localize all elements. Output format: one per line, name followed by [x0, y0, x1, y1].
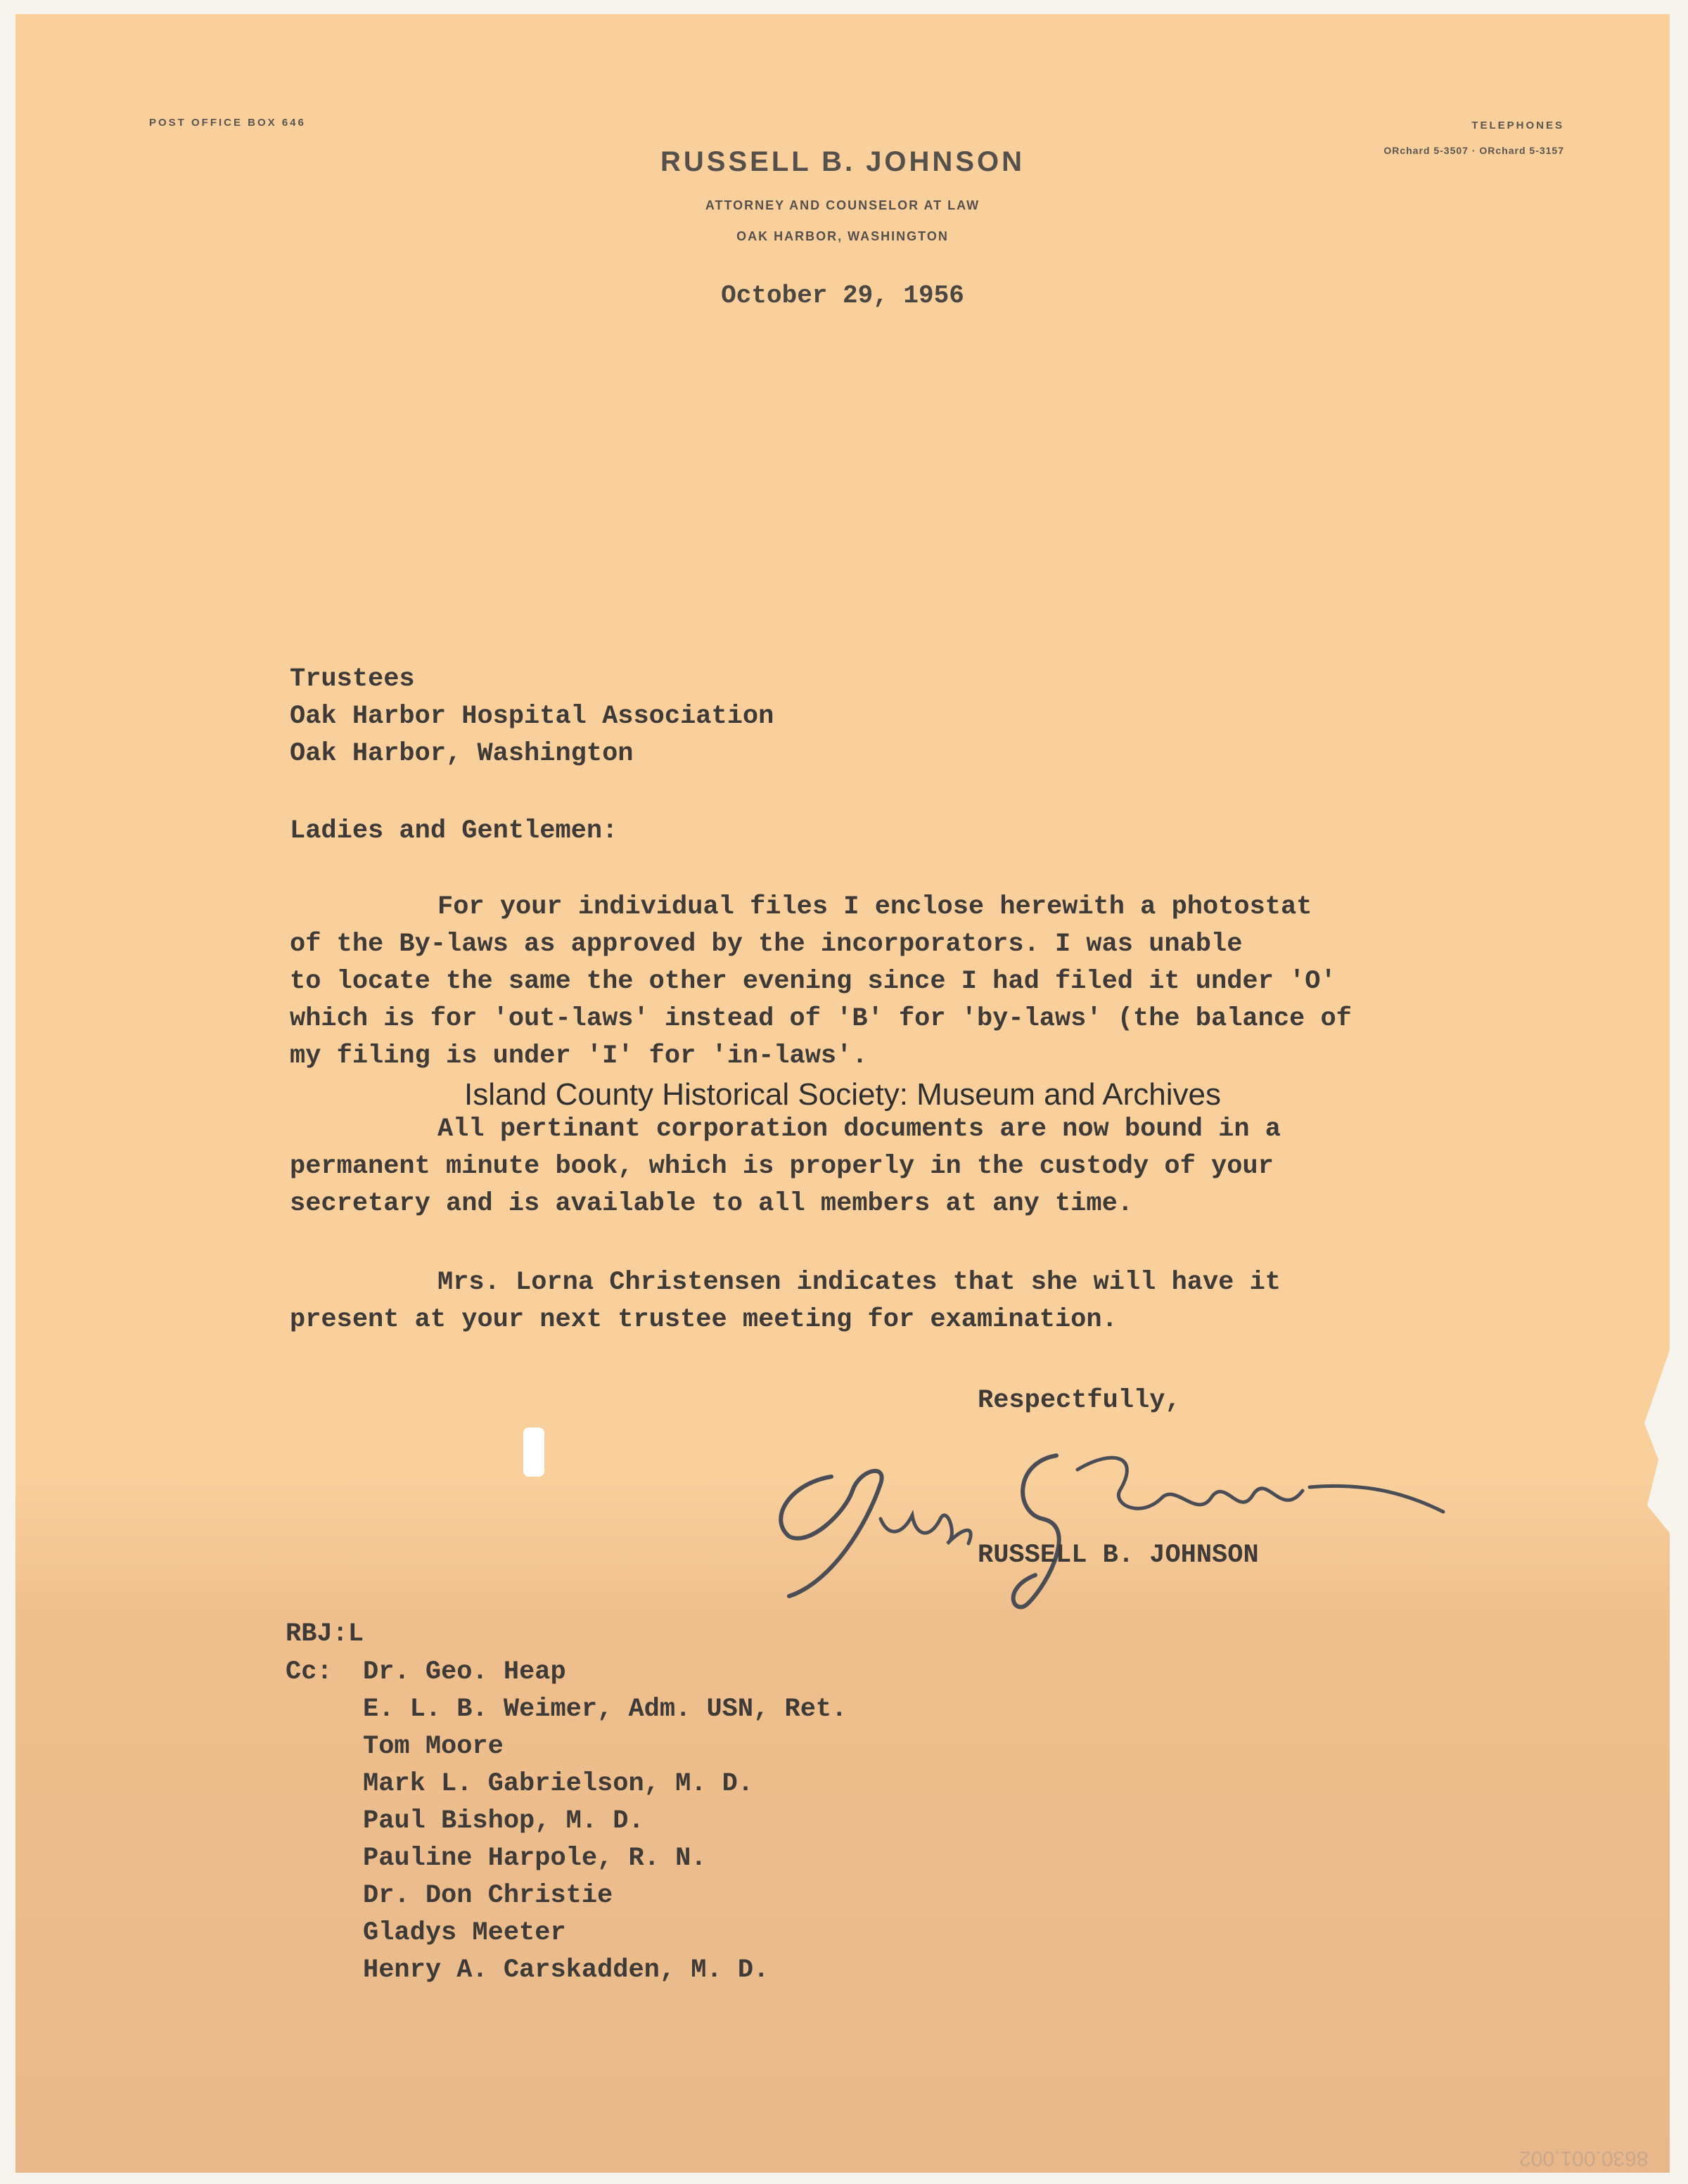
catalog-number: 8630.001.002 [1519, 2147, 1649, 2170]
cc-name: Tom Moore [363, 1732, 504, 1761]
archive-watermark: Island County Historical Society: Museum and Archives [463, 1077, 1222, 1112]
recipient-line: Oak Harbor, Washington [290, 739, 634, 769]
cc-name: Gladys Meeter [363, 1918, 566, 1948]
salutation: Ladies and Gentlemen: [290, 816, 618, 846]
cc-name: Dr. Don Christie [363, 1881, 613, 1910]
text-line: of the By-laws as approved by the incorporators. I was unable [290, 930, 1243, 959]
cc-name: E. L. B. Weimer, Adm. USN, Ret. [363, 1695, 848, 1724]
letterhead-name: RUSSELL B. JOHNSON [660, 146, 1025, 177]
cc-name: Dr. Geo. Heap [363, 1657, 566, 1687]
paragraph-2 [290, 1111, 1429, 1223]
letterhead-location: OAK HARBOR, WASHINGTON [736, 229, 949, 243]
telephones-label: TELEPHONES [1471, 120, 1564, 131]
text-line: For your individual files I enclose herewith a photostat [437, 892, 1312, 922]
po-box: POST OFFICE BOX 646 [149, 117, 306, 129]
text-line: present at your next trustee meeting for examination. [290, 1305, 1118, 1335]
cc-name: Paul Bishop, M. D. [363, 1806, 644, 1836]
reference-initials: RBJ:L [286, 1619, 364, 1649]
signature [747, 1413, 1478, 1617]
cc-name: Henry A. Carskadden, M. D. [363, 1955, 769, 1985]
recipient-line: Trustees [290, 664, 415, 694]
torn-edge [1642, 1350, 1670, 1533]
closing: Respectfully, [978, 1386, 1181, 1415]
signer-name: RUSSELL B. JOHNSON [978, 1541, 1259, 1570]
telephone-numbers: ORchard 5-3507 · ORchard 5-3157 [1383, 145, 1564, 156]
paper-hole [523, 1427, 544, 1477]
cc-block [286, 1654, 847, 1989]
cc-list [363, 1654, 847, 1989]
letterhead-title: ATTORNEY AND COUNSELOR AT LAW [705, 198, 980, 212]
paragraph-1 [290, 889, 1429, 1075]
text-line: All pertinant corporation documents are now bound in a [437, 1115, 1281, 1144]
text-line: permanent minute book, which is properly in the custody of your [290, 1152, 1274, 1181]
text-line: which is for 'out-laws' instead of 'B' for 'by-laws' (the balance of [290, 1004, 1352, 1034]
cc-name: Pauline Harpole, R. N. [363, 1844, 707, 1873]
text-line: Mrs. Lorna Christensen indicates that she will have it [437, 1268, 1281, 1297]
cc-name: Mark L. Gabrielson, M. D. [363, 1769, 754, 1799]
recipient-line: Oak Harbor Hospital Association [290, 702, 774, 731]
recipient-address [290, 661, 774, 773]
letter-date: October 29, 1956 [721, 281, 964, 310]
letter-page [15, 14, 1670, 2173]
text-line: secretary and is available to all members at any time. [290, 1189, 1133, 1219]
text-line: to locate the same the other evening since I had filed it under 'O' [290, 967, 1336, 996]
paragraph-3 [290, 1264, 1429, 1339]
text-line: my filing is under 'I' for 'in-laws'. [290, 1041, 868, 1071]
cc-label: Cc: [286, 1657, 333, 1687]
